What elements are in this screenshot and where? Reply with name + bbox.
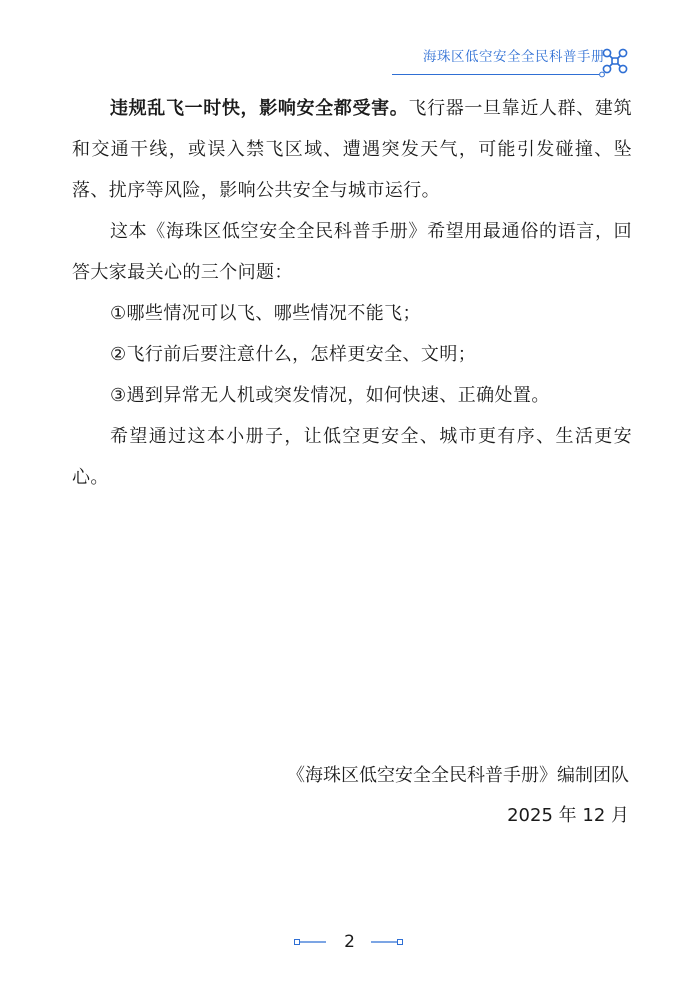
question-item-3: ③遇到异常无人机或突发情况，如何快速、正确处置。 [110, 385, 550, 406]
footer-decoration-right [370, 936, 404, 948]
running-header [421, 46, 607, 74]
question-item-1: ①哪些情况可以飞、哪些情况不能飞； [110, 303, 421, 324]
closing-paragraph: 希望通过这本小册子，让低空更安全、城市更有序、生活更安心。 [72, 426, 632, 488]
signature-team: 《海珠区低空安全全民科普手册》编制团队 [287, 765, 629, 786]
drone-icon [602, 48, 628, 74]
header-title: 海珠区低空安全全民科普手册 [423, 49, 605, 66]
page-number: 2 [344, 932, 355, 952]
page-footer [0, 930, 699, 954]
intro-text: 飞行器一旦靠近人群、建筑和交通干线，或误入禁飞区域、遭遇突发天气，可能引发碰撞、坠落、扰序等风险，影响公共安全与城市运行。 [72, 98, 632, 201]
intro-paragraph [72, 88, 632, 211]
purpose-paragraph: 这本《海珠区低空安全全民科普手册》希望用最通俗的语言，回答大家最关心的三个问题： [72, 221, 632, 283]
main-content [72, 88, 632, 498]
header-underline [392, 71, 607, 78]
signature-date: 2025 年 12 月 [507, 805, 629, 826]
slogan-bold: 违规乱飞一时快，影响安全都受害。 [110, 98, 409, 119]
question-item-2: ②飞行前后要注意什么，怎样更安全、文明； [110, 344, 477, 365]
